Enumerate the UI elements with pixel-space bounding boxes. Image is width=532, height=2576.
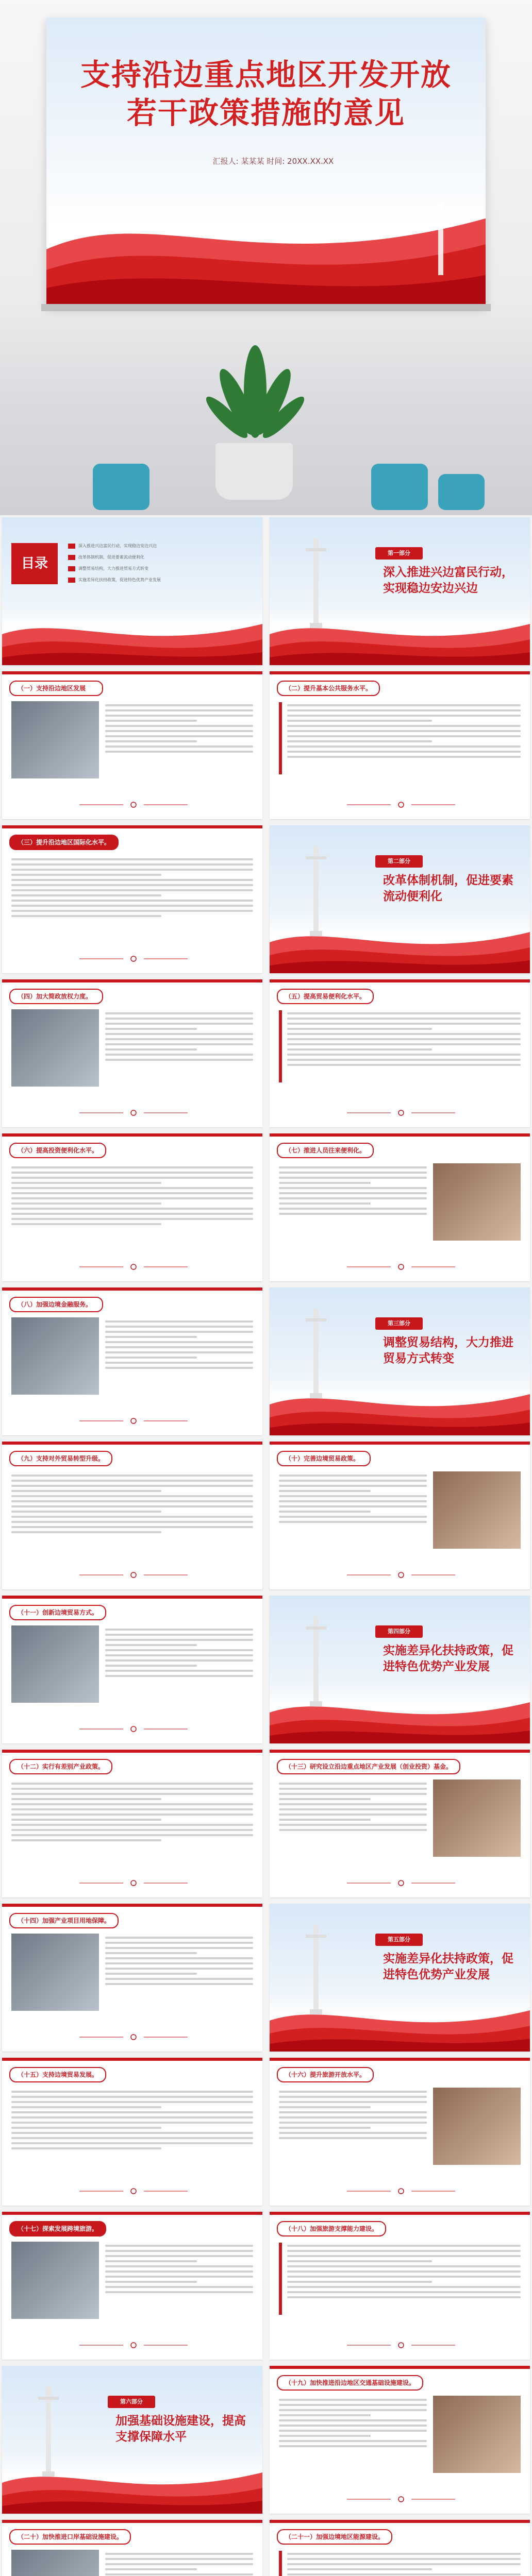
topic-pill: （十六）提升旅游开放水平。 — [277, 2067, 374, 2082]
top-accent-bar — [270, 2212, 530, 2215]
section-badge: 第五部分 — [375, 1934, 423, 1946]
slide-20[interactable] — [2, 1904, 262, 2052]
slide-19[interactable] — [270, 1750, 530, 1897]
topic-pill: （二）提升基本公共服务水平。 — [277, 681, 380, 696]
slide-15[interactable] — [270, 1442, 530, 1589]
body-text — [287, 2242, 521, 2301]
body-text — [287, 2550, 521, 2576]
slide-8[interactable] — [2, 979, 262, 1127]
topic-pill: （五）提高贸易便利化水平。 — [277, 989, 374, 1004]
content-photo — [11, 1934, 99, 2011]
section-title: 深入推进兴边富民行动，实现稳边安边兴边 — [383, 566, 513, 595]
ornament-divider — [79, 1571, 188, 1579]
body-text — [279, 1471, 427, 1526]
cover-title-line1: 支持沿边重点地区开发开放 — [80, 57, 452, 92]
toc-item[interactable] — [68, 554, 144, 560]
section-title: 改革体制机制，促进要素流动便利化 — [383, 874, 513, 903]
body-text — [105, 1934, 253, 1988]
top-accent-bar — [2, 1442, 262, 1445]
topic-pill: （三）提升沿边地区国际化水平。 — [9, 835, 119, 850]
slide-13[interactable] — [270, 1287, 530, 1435]
slide-22[interactable] — [2, 2058, 262, 2206]
slide-24[interactable] — [2, 2212, 262, 2360]
slide-4[interactable] — [2, 671, 262, 819]
red-side-bar — [279, 702, 282, 774]
top-accent-bar — [2, 671, 262, 674]
ornament-divider — [347, 2188, 455, 2195]
slide-27[interactable] — [270, 2366, 530, 2514]
top-accent-bar — [2, 2212, 262, 2215]
top-accent-bar — [2, 979, 262, 982]
top-accent-bar — [2, 825, 262, 828]
body-text — [287, 701, 521, 761]
topic-pill: （十九）加快推进沿边地区交通基础设施建设。 — [277, 2375, 423, 2391]
ornament-divider — [347, 1263, 455, 1270]
top-accent-bar — [2, 1596, 262, 1599]
body-text — [11, 1163, 253, 1228]
content-photo — [11, 1317, 99, 1395]
topic-pill: （十）完善边境贸易政策。 — [277, 1451, 371, 1466]
content-photo — [11, 701, 99, 778]
slide-21[interactable] — [270, 1904, 530, 2052]
huabiao-pillar-icon — [301, 528, 331, 631]
slide-3[interactable] — [270, 517, 530, 665]
content-photo — [433, 1163, 521, 1241]
slide-10[interactable] — [2, 1133, 262, 1281]
ornament-divider — [79, 1263, 188, 1270]
ornament-divider — [79, 1725, 188, 1733]
section-title: 调整贸易结构，大力推进贸易方式转变 — [383, 1336, 513, 1365]
topic-pill: （七）推进人员往来便利化。 — [277, 1143, 374, 1158]
slide-26[interactable] — [2, 2366, 262, 2514]
topic-pill: （一）支持沿边地区发展 — [9, 681, 103, 696]
cover-slide[interactable] — [46, 18, 486, 306]
ornament-divider — [79, 2033, 188, 2041]
plant-icon — [206, 330, 304, 453]
slide-12[interactable] — [2, 1287, 262, 1435]
content-photo — [11, 1625, 99, 1703]
ornament-divider — [347, 2342, 455, 2349]
ornament-divider — [347, 1571, 455, 1579]
content-photo — [433, 2088, 521, 2165]
slide-18[interactable] — [2, 1750, 262, 1897]
body-text — [11, 1471, 253, 1536]
huabiao-pillar-icon — [301, 1606, 331, 1709]
stool-right-2 — [438, 474, 485, 510]
red-waves — [2, 603, 262, 665]
body-text — [279, 1780, 427, 1834]
content-photo — [11, 2242, 99, 2319]
ornament-divider — [79, 955, 188, 962]
top-accent-bar — [270, 2058, 530, 2061]
slide-7[interactable] — [270, 825, 530, 973]
red-side-bar — [279, 2243, 282, 2315]
ornament-divider — [79, 2342, 188, 2349]
body-text — [105, 2242, 253, 2296]
body-text — [105, 1317, 253, 1372]
plant-pot — [215, 443, 293, 500]
top-accent-bar — [270, 979, 530, 982]
top-accent-bar — [270, 2520, 530, 2523]
cover-scene — [0, 0, 532, 515]
section-badge: 第三部分 — [375, 1317, 423, 1330]
section-badge: 第四部分 — [375, 1625, 423, 1638]
toc-item-label: 调整贸易结构，大力推进贸易方式转变 — [78, 566, 148, 571]
body-text — [279, 1163, 427, 1218]
body-text — [105, 2550, 253, 2576]
ornament-divider — [347, 1879, 455, 1887]
top-accent-bar — [270, 2366, 530, 2369]
cover-title-line2: 若干政策措施的意见 — [126, 95, 405, 130]
ornament-divider — [347, 1109, 455, 1116]
topic-pill: （十三）研究设立沿边重点地区产业发展（创业投资）基金。 — [277, 1759, 460, 1774]
topic-pill: （十一）创新边境贸易方式。 — [9, 1605, 106, 1620]
content-photo — [433, 2396, 521, 2473]
section-badge: 第六部分 — [108, 2396, 155, 2408]
body-text — [287, 1009, 521, 1069]
huabiao-pillar-icon — [33, 2376, 64, 2479]
ornament-divider — [79, 1879, 188, 1887]
content-photo — [433, 1780, 521, 1857]
section-title: 实施差异化扶持政策，促进特色优势产业发展 — [383, 1952, 513, 1981]
top-accent-bar — [270, 1442, 530, 1445]
topic-pill: （十二）实行有差别产业政策。 — [9, 1759, 112, 1774]
body-text — [11, 1780, 253, 1844]
topic-pill: （八）加强边境金融服务。 — [9, 1297, 103, 1312]
slide-6[interactable] — [2, 825, 262, 973]
red-side-bar — [279, 1010, 282, 1082]
huabiao-pillar-icon — [301, 1298, 331, 1401]
toc-item-label: 改革体制机制，促进要素流动便利化 — [78, 555, 144, 560]
slide-14[interactable] — [2, 1442, 262, 1589]
topic-pill: （四）加大简政放权力度。 — [9, 989, 103, 1004]
section-badge: 第二部分 — [375, 855, 423, 868]
top-accent-bar — [2, 1133, 262, 1137]
toc-item[interactable] — [68, 577, 161, 583]
toc-item-label: 深入推进兴边富民行动，实现稳边安边兴边 — [78, 544, 157, 548]
body-text — [105, 701, 253, 756]
section-title: 加强基础设施建设，提高支撑保障水平 — [115, 2414, 246, 2444]
slide-17[interactable] — [270, 1596, 530, 1743]
body-text — [11, 855, 253, 920]
stool-right-1 — [371, 464, 428, 510]
top-accent-bar — [2, 2058, 262, 2061]
toc-item[interactable] — [68, 543, 157, 549]
topic-pill: （十八）加强旅游支撑能力建设。 — [277, 2221, 386, 2236]
slide-29[interactable] — [270, 2520, 530, 2576]
huabiao-pillar-icon — [301, 836, 331, 939]
body-text — [279, 2088, 427, 2142]
topic-pill: （二十一）加强边境地区能源建设。 — [277, 2529, 392, 2545]
top-accent-bar — [270, 1133, 530, 1137]
slide-9[interactable] — [270, 979, 530, 1127]
slide-5[interactable] — [270, 671, 530, 819]
stool-left — [93, 464, 149, 510]
top-accent-bar — [2, 1750, 262, 1753]
content-photo — [11, 2550, 99, 2576]
body-text — [279, 2396, 427, 2450]
cover-red-waves — [46, 172, 486, 306]
topic-pill: （二十）加快推进口岸基础设施建设。 — [9, 2529, 131, 2545]
huabiao-pillar-icon — [301, 1914, 331, 2017]
toc-heading: 目录 — [11, 543, 58, 584]
topic-pill: （六）提高投资便利化水平。 — [9, 1143, 106, 1158]
toc-item[interactable] — [68, 566, 148, 571]
topic-pill: （十五）支持边境贸易发展。 — [9, 2067, 106, 2082]
section-badge: 第一部分 — [375, 547, 423, 560]
cover-meta: 汇报人: 某某某 时间: 20XX.XX.XX — [212, 157, 334, 166]
slide-11[interactable] — [270, 1133, 530, 1281]
top-accent-bar — [2, 1287, 262, 1291]
topic-pill: （九）支持对外贸易转型升级。 — [9, 1451, 112, 1466]
topic-pill: （十四）加强产业项目用地保障。 — [9, 1913, 119, 1928]
body-text — [105, 1009, 253, 1064]
slide-2[interactable] — [2, 517, 262, 665]
content-photo — [11, 1009, 99, 1087]
body-text — [105, 1625, 253, 1680]
slide-28[interactable] — [2, 2520, 262, 2576]
whiteboard-tray — [41, 304, 491, 311]
content-photo — [433, 1471, 521, 1549]
top-accent-bar — [2, 1904, 262, 1907]
body-text — [11, 2088, 253, 2153]
ornament-divider — [347, 801, 455, 808]
slide-16[interactable] — [2, 1596, 262, 1743]
ornament-divider — [79, 1109, 188, 1116]
top-accent-bar — [270, 1750, 530, 1753]
top-accent-bar — [270, 671, 530, 674]
ornament-divider — [79, 801, 188, 808]
slide-grid — [0, 515, 532, 2576]
top-accent-bar — [2, 2520, 262, 2523]
ornament-divider — [79, 2188, 188, 2195]
topic-pill: （十七）探索发展跨境旅游。 — [9, 2221, 106, 2236]
toc-item-label: 实施差异化扶持政策，促进特色优势产业发展 — [78, 578, 161, 582]
slide-23[interactable] — [270, 2058, 530, 2206]
slide-25[interactable] — [270, 2212, 530, 2360]
section-title: 实施差异化扶持政策，促进特色优势产业发展 — [383, 1644, 513, 1673]
ornament-divider — [79, 1417, 188, 1425]
red-side-bar — [279, 2551, 282, 2576]
ornament-divider — [347, 2496, 455, 2503]
